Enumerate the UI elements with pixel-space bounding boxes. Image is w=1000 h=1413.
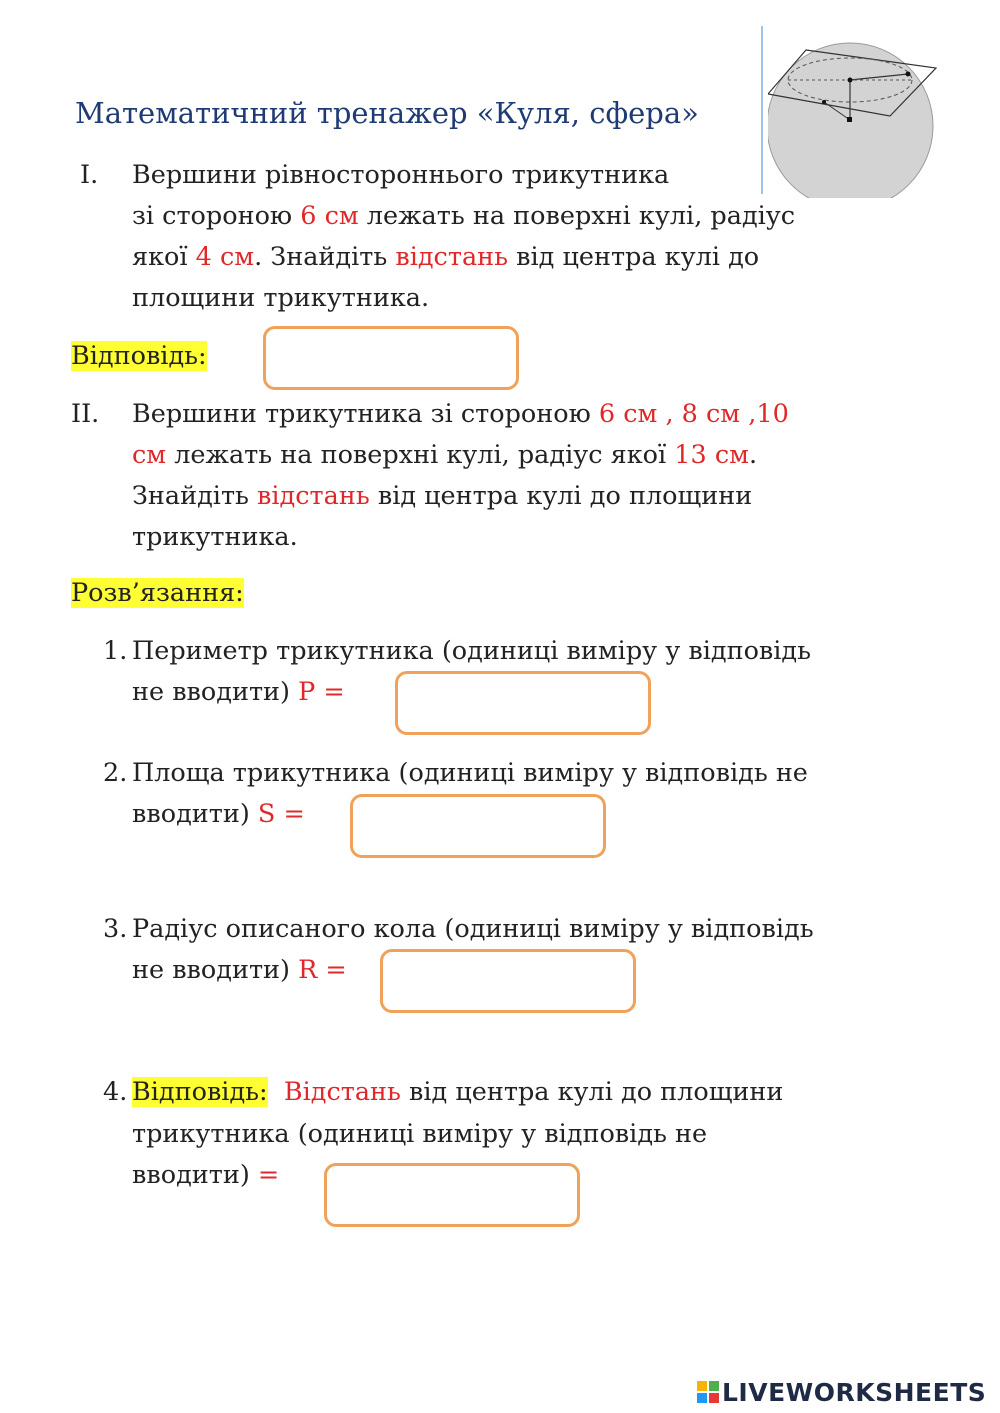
step3-line1: Радіус описаного кола (одиниці виміру у відповідь xyxy=(132,914,814,944)
answer-box-radius[interactable] xyxy=(380,949,636,1013)
step3-line2: не вводити) R = xyxy=(132,955,347,985)
page-title: Математичний тренажер «Куля, сфера» xyxy=(75,96,699,130)
step1-line1: Периметр трикутника (одиниці виміру у відповідь xyxy=(132,636,812,666)
step2-line1: Площа трикутника (одиниці виміру у відповідь не xyxy=(132,758,808,788)
step-number: 2. xyxy=(103,758,128,788)
step4-line2: трикутника (одиниці виміру у відповідь не xyxy=(132,1119,708,1149)
problem1-line3: якої 4 см. Знайдіть відстань від центра кулі до xyxy=(132,242,760,272)
problem1-line1: Вершини рівностороннього трикутника xyxy=(132,160,670,190)
step1-line2: не вводити) P = xyxy=(132,677,345,707)
answer-label: Відповідь: xyxy=(71,341,207,371)
step4-line3: вводити) = xyxy=(132,1160,280,1190)
distance-input[interactable] xyxy=(327,1166,577,1224)
radius-input[interactable] xyxy=(383,952,633,1010)
area-input[interactable] xyxy=(353,797,603,855)
problem2-line1: Вершини трикутника зі стороною 6 см , 8 см ,10 xyxy=(132,399,789,429)
problem2-line4: трикутника. xyxy=(132,522,298,552)
answer-box-perimeter[interactable] xyxy=(395,671,651,735)
problem1-line2: зі стороною 6 см лежать на поверхні кулі, радіус xyxy=(132,201,796,231)
sphere-illustration xyxy=(768,28,938,198)
perimeter-input[interactable] xyxy=(398,674,648,732)
liveworksheets-logo-icon xyxy=(697,1381,719,1403)
problem2-line3: Знайдіть відстань від центра кулі до площини xyxy=(132,481,753,511)
solution-label: Розв’язання: xyxy=(71,578,244,608)
problem2-line2: см лежать на поверхні кулі, радіус якої 13 см. xyxy=(132,440,758,470)
answer-box-area[interactable] xyxy=(350,794,606,858)
problem-number: II. xyxy=(71,399,100,429)
answer-box-distance[interactable] xyxy=(324,1163,580,1227)
step-number: 1. xyxy=(103,636,128,666)
answer-box-1[interactable] xyxy=(263,326,519,390)
step2-line2: вводити) S = xyxy=(132,799,305,829)
step-number: 4. xyxy=(103,1077,128,1107)
step-number: 3. xyxy=(103,914,128,944)
answer-input-1[interactable] xyxy=(266,329,516,387)
problem-number: I. xyxy=(80,160,99,190)
step4-line1: Відповідь: Відстань від центра кулі до площини xyxy=(132,1077,784,1107)
problem1-line4: площини трикутника. xyxy=(132,283,430,313)
divider-line xyxy=(761,26,763,194)
footer-brand[interactable]: LIVEWORKSHEETS xyxy=(722,1378,987,1407)
